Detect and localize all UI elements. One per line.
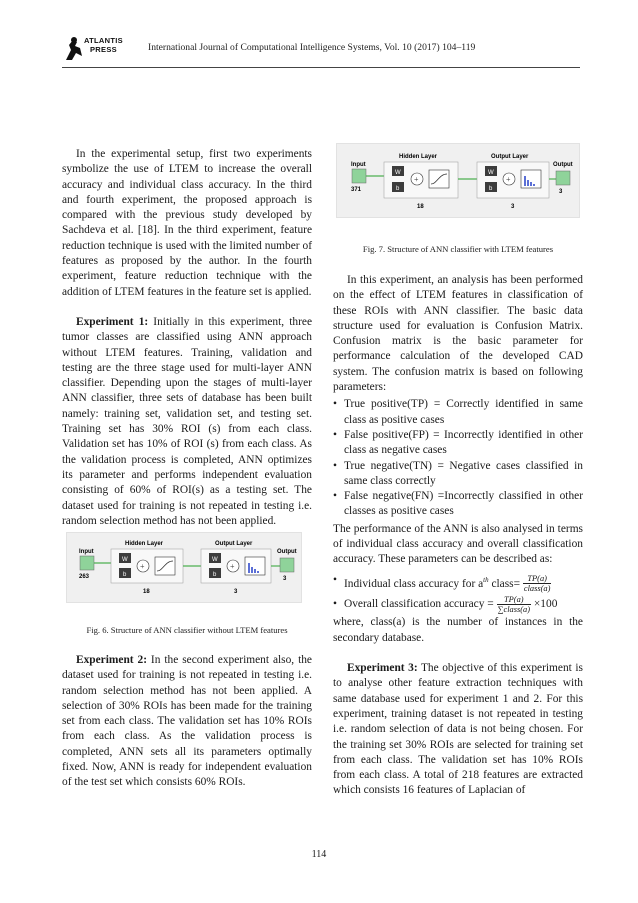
- svg-text:b: b: [213, 572, 217, 578]
- confusion-matrix-paragraph: In this experiment, an analysis has been performed on the effect of LTEM features in classification of these ROIs with ANN classifier. The basic data structure used for evaluation is Confusion Matrix. Confusion matrix is the basic parameter for performance calculation of the developed CAD system. The confusion matrix is based on following parameters:: [333, 274, 583, 394]
- fig7-output-label: Output: [553, 162, 573, 168]
- list-item: • False negative(FN) =Incorrectly classified in other classes as positive cases: [333, 489, 583, 520]
- svg-text:+: +: [414, 175, 419, 184]
- figure-6: [66, 532, 302, 603]
- fig7-input-size: 371: [351, 187, 362, 193]
- list-item: • True negative(TN) = Negative cases classified in same class correctly: [333, 459, 583, 490]
- fig7-output-size: 3: [559, 189, 563, 195]
- ann-diagram-fig7: [337, 144, 581, 219]
- fig7-hidden-label: Hidden Layer: [399, 154, 438, 160]
- svg-text:b: b: [123, 572, 127, 578]
- ann-diagram-fig6: [67, 533, 303, 604]
- experiment1-title: Experiment 1:: [76, 315, 149, 328]
- individual-accuracy-fraction: $\frac{TP(a)}{\text{class(a)}}$: [523, 574, 551, 594]
- intro-paragraph: In the experimental setup, first two experiments symbolize the use of LTEM to increase the overall accuracy and individual class accuracy. In the third and fourth experiment, the proposed approach is compared with the previous study developed by Sachdeva et al. [18]. In the third experiment, feature reduction technique is used with the limited number of features as proposed by the author. In the fourth experiment, feature reduction technique with the addition of LTEM features in the feature set is applied.: [62, 148, 312, 298]
- performance-paragraph: The performance of the ANN is also analysed in terms of individual class accuracy and overall classification accuracy. These parameters can be described as:: [333, 522, 583, 566]
- fig7-input-label: Input: [351, 162, 366, 168]
- right-column: [333, 273, 583, 799]
- experiment3-paragraph: [333, 661, 583, 799]
- publisher-line1: ATLANTIS: [84, 36, 123, 45]
- fig7-output-box: [556, 171, 570, 185]
- fig6-input-box: [80, 556, 94, 570]
- class-definition-paragraph: where, class(a) is the number of instances in the secondary database.: [333, 616, 583, 644]
- atlantis-figure-icon: [62, 36, 84, 62]
- fig6-output-label: Output: [277, 549, 297, 555]
- journal-title: International Journal of Computational Intelligence Systems, Vol. 10 (2017) 104–119: [148, 42, 476, 53]
- svg-text:W: W: [122, 557, 128, 563]
- fig6-output-layer-label: Output Layer: [215, 541, 253, 547]
- left-column-top: [62, 147, 312, 529]
- overall-accuracy-formula: • Overall classification accuracy = $\frac{TP(a)}{\text{∑class(a)}}$ ×100: [333, 594, 583, 615]
- fig7-output-layer-size: 3: [511, 204, 515, 210]
- svg-text:b: b: [489, 186, 493, 192]
- publisher-line2: PRESS: [90, 45, 117, 54]
- header-rule: [62, 67, 580, 68]
- svg-text:W: W: [395, 170, 401, 176]
- fig7-hidden-activation: [429, 170, 449, 188]
- page-header: [62, 34, 580, 68]
- left-column-bottom: [62, 653, 312, 791]
- fig7-output-layer-label: Output Layer: [491, 154, 529, 160]
- fig6-hidden-size: 18: [143, 589, 150, 595]
- page-number: 114: [311, 849, 327, 860]
- fig6-output-size: 3: [283, 576, 287, 582]
- fig6-hidden-label: Hidden Layer: [125, 541, 164, 547]
- individual-accuracy-formula: • Individual class accuracy for $a^{th}$ class= $\frac{TP(a)}{\text{class(a)}}$: [333, 570, 583, 595]
- atlantis-press-logo: [62, 34, 142, 64]
- svg-text:b: b: [396, 186, 400, 192]
- figure-7-caption: Fig. 7. Structure of ANN classifier with LTEM features: [362, 244, 554, 254]
- svg-text:W: W: [212, 557, 218, 563]
- figure-7: [336, 143, 580, 218]
- list-item: • False positive(FP) = Incorrectly identified in other class as negative cases: [333, 428, 583, 459]
- experiment1-paragraph: [62, 315, 312, 529]
- fig6-input-label: Input: [79, 549, 94, 555]
- fig6-output-layer-size: 3: [234, 589, 238, 595]
- fig6-input-size: 263: [79, 574, 90, 580]
- experiment3-title: Experiment 3:: [347, 662, 418, 675]
- svg-text:+: +: [506, 175, 511, 184]
- overall-accuracy-fraction: $\frac{TP(a)}{\text{∑class(a)}}$: [497, 595, 531, 615]
- experiment3-body: The objective of this experiment is to analyse other feature extraction techniques with same database used for experiment 1 and 2. For this experiment, training dataset is not repeated in testing i.e. random selection of data is not being chosen. For the training set 30% ROIs are selected for training set from each class. The validation set has 10% ROIs from each class. A total of 218 features are extracted which consists 16 features of Laplacian of: [333, 662, 583, 797]
- fig6-output-box: [280, 558, 294, 572]
- figure-6-caption: Fig. 6. Structure of ANN classifier without LTEM features: [86, 625, 288, 635]
- experiment2-body: In the second experiment also, the dataset used for training is not repeated in testing i.e. random selection method has not been applied. A selection of 30% ROIs has been made for the training set from each class. The validation set has 10% ROIs from each class. As the validation process is completed, ANN sets all its parameters optimally fixed. Now, ANN is ready for independent evaluation of the test set which consists 60% ROIs.: [62, 654, 312, 789]
- fig6-hidden-activation: [155, 557, 175, 575]
- experiment1-body: Initially in this experiment, three tumor classes are classified using ANN approach without LTEM features. Training, validation and testing are the three stage used for multi-layer ANN classifier. Depending upon the stages of multi-layer ANN classifier, three sets of database has been built namely: training set, validation set, and testing set. Training set has 30% ROI (s) from each class. Validation set has 10% of ROI (s) from each class. As the validation process is completed, ANN optimizes its parameter and performs independent evaluation consisting of 60% of ROI(s) as a testing set. The dataset used for training is not repeated in testing i.e. random selection method has not been applied.: [62, 315, 312, 527]
- list-item: • True positive(TP) = Correctly identified in same class as positive cases: [333, 397, 583, 428]
- accuracy-formulas-list: [333, 570, 583, 616]
- confusion-parameters-list: [333, 397, 583, 519]
- svg-text:+: +: [230, 562, 235, 571]
- experiment2-paragraph: [62, 653, 312, 791]
- fig7-input-box: [352, 169, 366, 183]
- svg-text:+: +: [140, 562, 145, 571]
- experiment2-title: Experiment 2:: [76, 654, 147, 666]
- svg-text:W: W: [488, 170, 494, 176]
- fig7-hidden-size: 18: [417, 204, 424, 210]
